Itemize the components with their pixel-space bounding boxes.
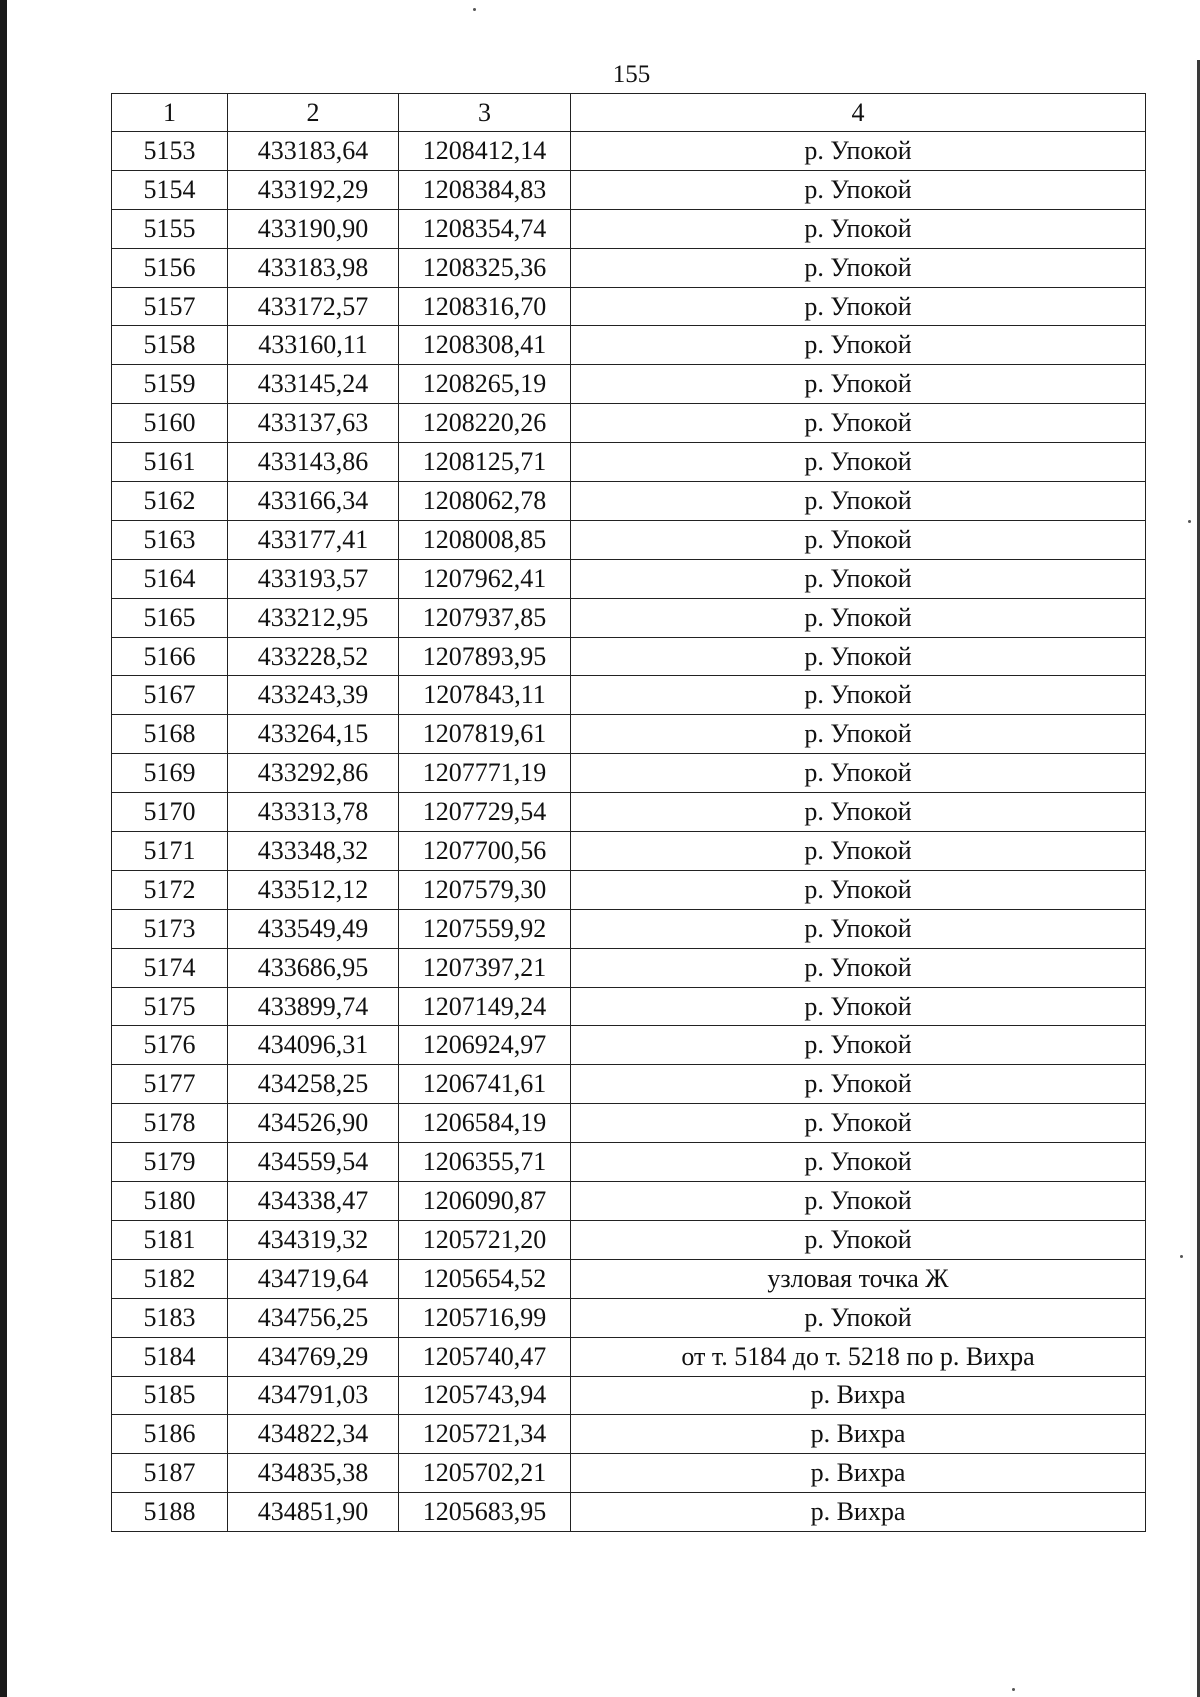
description-cell: р. Упокой bbox=[571, 1182, 1146, 1221]
description-cell: р. Упокой bbox=[571, 520, 1146, 559]
description-cell: р. Упокой bbox=[571, 482, 1146, 521]
x-coordinate-cell: 434096,31 bbox=[228, 1026, 399, 1065]
point-number-cell: 5185 bbox=[112, 1376, 228, 1415]
table-row bbox=[112, 209, 1146, 248]
table-row bbox=[112, 1065, 1146, 1104]
point-number-cell: 5166 bbox=[112, 637, 228, 676]
table-row bbox=[112, 909, 1146, 948]
column-header: 2 bbox=[228, 94, 399, 132]
y-coordinate-cell: 1207579,30 bbox=[399, 870, 571, 909]
y-coordinate-cell: 1208220,26 bbox=[399, 404, 571, 443]
description-cell: р. Упокой bbox=[571, 870, 1146, 909]
point-number-cell: 5167 bbox=[112, 676, 228, 715]
description-cell: р. Упокой bbox=[571, 443, 1146, 482]
x-coordinate-cell: 433192,29 bbox=[228, 170, 399, 209]
y-coordinate-cell: 1205654,52 bbox=[399, 1259, 571, 1298]
y-coordinate-cell: 1207771,19 bbox=[399, 754, 571, 793]
table-row bbox=[112, 1454, 1146, 1493]
x-coordinate-cell: 433160,11 bbox=[228, 326, 399, 365]
description-cell: узловая точка Ж bbox=[571, 1259, 1146, 1298]
x-coordinate-cell: 433183,98 bbox=[228, 248, 399, 287]
y-coordinate-cell: 1205740,47 bbox=[399, 1337, 571, 1376]
x-coordinate-cell: 434791,03 bbox=[228, 1376, 399, 1415]
y-coordinate-cell: 1206924,97 bbox=[399, 1026, 571, 1065]
point-number-cell: 5155 bbox=[112, 209, 228, 248]
x-coordinate-cell: 433166,34 bbox=[228, 482, 399, 521]
x-coordinate-cell: 433137,63 bbox=[228, 404, 399, 443]
table-row bbox=[112, 170, 1146, 209]
x-coordinate-cell: 433348,32 bbox=[228, 832, 399, 871]
x-coordinate-cell: 433549,49 bbox=[228, 909, 399, 948]
table-row bbox=[112, 482, 1146, 521]
table-row bbox=[112, 637, 1146, 676]
description-cell: р. Упокой bbox=[571, 170, 1146, 209]
x-coordinate-cell: 433313,78 bbox=[228, 793, 399, 832]
y-coordinate-cell: 1205743,94 bbox=[399, 1376, 571, 1415]
y-coordinate-cell: 1207893,95 bbox=[399, 637, 571, 676]
coordinates-table bbox=[111, 93, 1146, 1532]
y-coordinate-cell: 1205721,34 bbox=[399, 1415, 571, 1454]
point-number-cell: 5165 bbox=[112, 598, 228, 637]
table-row bbox=[112, 404, 1146, 443]
point-number-cell: 5186 bbox=[112, 1415, 228, 1454]
table-row bbox=[112, 1104, 1146, 1143]
y-coordinate-cell: 1207397,21 bbox=[399, 948, 571, 987]
x-coordinate-cell: 434526,90 bbox=[228, 1104, 399, 1143]
scan-edge-left bbox=[0, 0, 7, 1697]
description-cell: р. Упокой bbox=[571, 1143, 1146, 1182]
y-coordinate-cell: 1208384,83 bbox=[399, 170, 571, 209]
column-header: 4 bbox=[571, 94, 1146, 132]
point-number-cell: 5162 bbox=[112, 482, 228, 521]
table-row bbox=[112, 1143, 1146, 1182]
description-cell: р. Упокой bbox=[571, 754, 1146, 793]
description-cell: р. Упокой bbox=[571, 1298, 1146, 1337]
point-number-cell: 5177 bbox=[112, 1065, 228, 1104]
x-coordinate-cell: 434319,32 bbox=[228, 1220, 399, 1259]
y-coordinate-cell: 1207819,61 bbox=[399, 715, 571, 754]
description-cell: р. Упокой bbox=[571, 948, 1146, 987]
table-row bbox=[112, 559, 1146, 598]
description-cell: р. Упокой bbox=[571, 987, 1146, 1026]
description-cell: р. Упокой bbox=[571, 715, 1146, 754]
point-number-cell: 5181 bbox=[112, 1220, 228, 1259]
description-cell: р. Упокой bbox=[571, 326, 1146, 365]
description-cell: р. Упокой bbox=[571, 1026, 1146, 1065]
description-cell: р. Упокой bbox=[571, 637, 1146, 676]
description-cell: р. Вихра bbox=[571, 1376, 1146, 1415]
y-coordinate-cell: 1207937,85 bbox=[399, 598, 571, 637]
y-coordinate-cell: 1205721,20 bbox=[399, 1220, 571, 1259]
point-number-cell: 5161 bbox=[112, 443, 228, 482]
point-number-cell: 5159 bbox=[112, 365, 228, 404]
x-coordinate-cell: 433899,74 bbox=[228, 987, 399, 1026]
scan-speck bbox=[1012, 1688, 1015, 1691]
description-cell: р. Упокой bbox=[571, 404, 1146, 443]
point-number-cell: 5157 bbox=[112, 287, 228, 326]
table-row bbox=[112, 248, 1146, 287]
table-row bbox=[112, 715, 1146, 754]
description-cell: р. Упокой bbox=[571, 909, 1146, 948]
table-row bbox=[112, 1337, 1146, 1376]
table-row bbox=[112, 870, 1146, 909]
y-coordinate-cell: 1208412,14 bbox=[399, 132, 571, 171]
x-coordinate-cell: 434258,25 bbox=[228, 1065, 399, 1104]
point-number-cell: 5153 bbox=[112, 132, 228, 171]
table-row bbox=[112, 1376, 1146, 1415]
x-coordinate-cell: 433512,12 bbox=[228, 870, 399, 909]
table-row bbox=[112, 1298, 1146, 1337]
description-cell: р. Упокой bbox=[571, 1065, 1146, 1104]
x-coordinate-cell: 433143,86 bbox=[228, 443, 399, 482]
table-header-row bbox=[112, 94, 1146, 132]
y-coordinate-cell: 1207149,24 bbox=[399, 987, 571, 1026]
point-number-cell: 5156 bbox=[112, 248, 228, 287]
description-cell: р. Упокой bbox=[571, 676, 1146, 715]
description-cell: р. Упокой bbox=[571, 559, 1146, 598]
table-row bbox=[112, 1493, 1146, 1532]
point-number-cell: 5174 bbox=[112, 948, 228, 987]
point-number-cell: 5171 bbox=[112, 832, 228, 871]
y-coordinate-cell: 1208354,74 bbox=[399, 209, 571, 248]
scan-speck bbox=[1188, 520, 1191, 523]
x-coordinate-cell: 434756,25 bbox=[228, 1298, 399, 1337]
y-coordinate-cell: 1208125,71 bbox=[399, 443, 571, 482]
y-coordinate-cell: 1208062,78 bbox=[399, 482, 571, 521]
y-coordinate-cell: 1207700,56 bbox=[399, 832, 571, 871]
point-number-cell: 5169 bbox=[112, 754, 228, 793]
description-cell: р. Вихра bbox=[571, 1454, 1146, 1493]
point-number-cell: 5164 bbox=[112, 559, 228, 598]
x-coordinate-cell: 433145,24 bbox=[228, 365, 399, 404]
y-coordinate-cell: 1208325,36 bbox=[399, 248, 571, 287]
description-cell: р. Упокой bbox=[571, 209, 1146, 248]
table-row bbox=[112, 365, 1146, 404]
point-number-cell: 5183 bbox=[112, 1298, 228, 1337]
description-cell: р. Вихра bbox=[571, 1415, 1146, 1454]
y-coordinate-cell: 1207843,11 bbox=[399, 676, 571, 715]
point-number-cell: 5168 bbox=[112, 715, 228, 754]
x-coordinate-cell: 433183,64 bbox=[228, 132, 399, 171]
point-number-cell: 5184 bbox=[112, 1337, 228, 1376]
point-number-cell: 5154 bbox=[112, 170, 228, 209]
y-coordinate-cell: 1206584,19 bbox=[399, 1104, 571, 1143]
y-coordinate-cell: 1208008,85 bbox=[399, 520, 571, 559]
point-number-cell: 5173 bbox=[112, 909, 228, 948]
table-row bbox=[112, 1026, 1146, 1065]
point-number-cell: 5163 bbox=[112, 520, 228, 559]
x-coordinate-cell: 434851,90 bbox=[228, 1493, 399, 1532]
table-body bbox=[112, 94, 1146, 1532]
point-number-cell: 5180 bbox=[112, 1182, 228, 1221]
column-header: 1 bbox=[112, 94, 228, 132]
x-coordinate-cell: 433292,86 bbox=[228, 754, 399, 793]
table-row bbox=[112, 754, 1146, 793]
y-coordinate-cell: 1207729,54 bbox=[399, 793, 571, 832]
table-row bbox=[112, 1415, 1146, 1454]
y-coordinate-cell: 1205702,21 bbox=[399, 1454, 571, 1493]
x-coordinate-cell: 433264,15 bbox=[228, 715, 399, 754]
column-header: 3 bbox=[399, 94, 571, 132]
description-cell: р. Упокой bbox=[571, 598, 1146, 637]
x-coordinate-cell: 433172,57 bbox=[228, 287, 399, 326]
table-row bbox=[112, 443, 1146, 482]
point-number-cell: 5178 bbox=[112, 1104, 228, 1143]
description-cell: р. Упокой bbox=[571, 248, 1146, 287]
x-coordinate-cell: 434835,38 bbox=[228, 1454, 399, 1493]
table-row bbox=[112, 1259, 1146, 1298]
y-coordinate-cell: 1206741,61 bbox=[399, 1065, 571, 1104]
description-cell: р. Упокой bbox=[571, 132, 1146, 171]
table-row bbox=[112, 598, 1146, 637]
table-row bbox=[112, 948, 1146, 987]
table-row bbox=[112, 287, 1146, 326]
x-coordinate-cell: 433228,52 bbox=[228, 637, 399, 676]
scan-speck bbox=[473, 8, 476, 11]
point-number-cell: 5170 bbox=[112, 793, 228, 832]
x-coordinate-cell: 434822,34 bbox=[228, 1415, 399, 1454]
point-number-cell: 5176 bbox=[112, 1026, 228, 1065]
x-coordinate-cell: 434769,29 bbox=[228, 1337, 399, 1376]
description-cell: р. Упокой bbox=[571, 1220, 1146, 1259]
point-number-cell: 5188 bbox=[112, 1493, 228, 1532]
y-coordinate-cell: 1207962,41 bbox=[399, 559, 571, 598]
x-coordinate-cell: 434719,64 bbox=[228, 1259, 399, 1298]
point-number-cell: 5158 bbox=[112, 326, 228, 365]
x-coordinate-cell: 433212,95 bbox=[228, 598, 399, 637]
y-coordinate-cell: 1206355,71 bbox=[399, 1143, 571, 1182]
scan-speck bbox=[1180, 1255, 1183, 1258]
table-row bbox=[112, 793, 1146, 832]
description-cell: р. Упокой bbox=[571, 365, 1146, 404]
y-coordinate-cell: 1205716,99 bbox=[399, 1298, 571, 1337]
y-coordinate-cell: 1208265,19 bbox=[399, 365, 571, 404]
description-cell: р. Упокой bbox=[571, 793, 1146, 832]
table-row bbox=[112, 520, 1146, 559]
description-cell: р. Упокой bbox=[571, 1104, 1146, 1143]
y-coordinate-cell: 1208316,70 bbox=[399, 287, 571, 326]
y-coordinate-cell: 1206090,87 bbox=[399, 1182, 571, 1221]
table-row bbox=[112, 676, 1146, 715]
y-coordinate-cell: 1205683,95 bbox=[399, 1493, 571, 1532]
point-number-cell: 5179 bbox=[112, 1143, 228, 1182]
page-number: 155 bbox=[612, 61, 651, 88]
point-number-cell: 5175 bbox=[112, 987, 228, 1026]
table-row bbox=[112, 326, 1146, 365]
x-coordinate-cell: 433190,90 bbox=[228, 209, 399, 248]
description-cell: р. Упокой bbox=[571, 832, 1146, 871]
x-coordinate-cell: 434559,54 bbox=[228, 1143, 399, 1182]
point-number-cell: 5160 bbox=[112, 404, 228, 443]
y-coordinate-cell: 1207559,92 bbox=[399, 909, 571, 948]
description-cell: от т. 5184 до т. 5218 по р. Вихра bbox=[571, 1337, 1146, 1376]
point-number-cell: 5172 bbox=[112, 870, 228, 909]
y-coordinate-cell: 1208308,41 bbox=[399, 326, 571, 365]
table-row bbox=[112, 1182, 1146, 1221]
x-coordinate-cell: 433686,95 bbox=[228, 948, 399, 987]
x-coordinate-cell: 434338,47 bbox=[228, 1182, 399, 1221]
table-row bbox=[112, 1220, 1146, 1259]
table-row bbox=[112, 832, 1146, 871]
x-coordinate-cell: 433243,39 bbox=[228, 676, 399, 715]
point-number-cell: 5182 bbox=[112, 1259, 228, 1298]
description-cell: р. Упокой bbox=[571, 287, 1146, 326]
x-coordinate-cell: 433193,57 bbox=[228, 559, 399, 598]
table-row bbox=[112, 132, 1146, 171]
table-row bbox=[112, 987, 1146, 1026]
point-number-cell: 5187 bbox=[112, 1454, 228, 1493]
description-cell: р. Вихра bbox=[571, 1493, 1146, 1532]
x-coordinate-cell: 433177,41 bbox=[228, 520, 399, 559]
